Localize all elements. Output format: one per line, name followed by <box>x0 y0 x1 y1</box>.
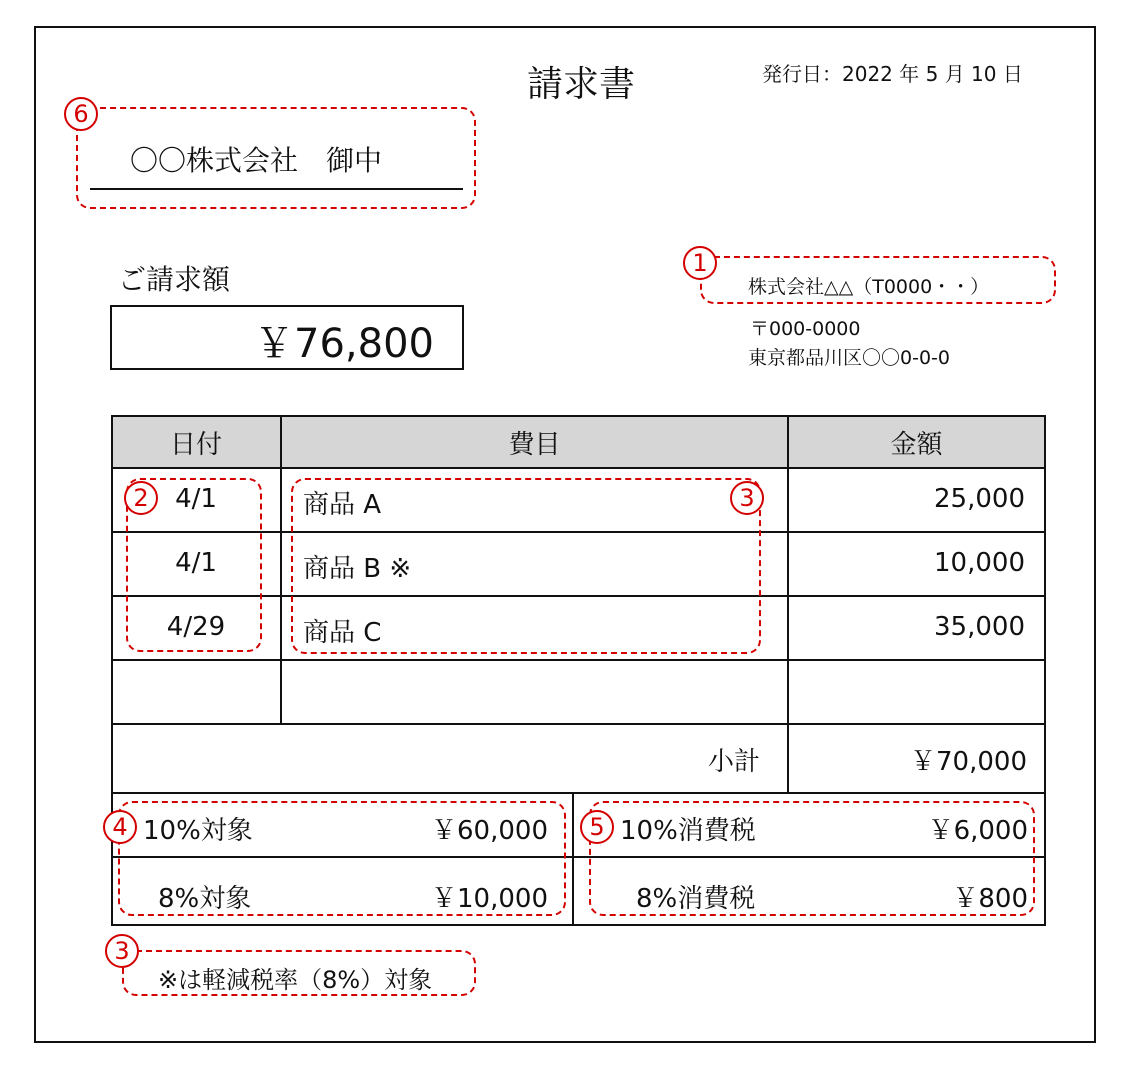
subtotal-label: 小計 <box>707 747 760 777</box>
header-date: 日付 <box>169 430 222 460</box>
marker-6: 6 <box>64 97 98 131</box>
table-line <box>111 415 1046 417</box>
row-3-item: 商品 C <box>303 618 382 648</box>
row-2-amount: 10,000 <box>934 548 1025 578</box>
issuer-name: 株式会社△△（T0000・・） <box>748 276 990 298</box>
table-line <box>111 723 1046 725</box>
marker-4: 4 <box>103 810 137 844</box>
recipient-name: 〇〇株式会社 御中 <box>130 144 383 177</box>
marker-3-box <box>291 478 761 654</box>
marker-3b: 3 <box>105 934 139 968</box>
table-line <box>572 792 574 926</box>
marker-2: 2 <box>124 481 158 515</box>
amount-value: ￥76,800 <box>254 321 434 367</box>
marker-5: 5 <box>580 810 614 844</box>
row-2-item: 商品 B ※ <box>303 554 412 584</box>
row-2-date: 4/1 <box>175 548 217 578</box>
rate8-base-label: 8%対象 <box>158 884 252 914</box>
marker-5-box <box>589 801 1035 916</box>
table-line <box>111 659 1046 661</box>
amount-label: ご請求額 <box>118 263 231 296</box>
rate8-base-value: ￥10,000 <box>431 884 548 914</box>
row-1-amount: 25,000 <box>934 484 1025 514</box>
row-1-date: 4/1 <box>175 484 217 514</box>
rate10-tax-value: ￥6,000 <box>927 816 1028 846</box>
row-3-date: 4/29 <box>166 612 226 642</box>
header-amount: 金額 <box>890 430 943 460</box>
issuer-address: 東京都品川区〇〇0-0-0 <box>748 347 950 369</box>
rate10-base-label: 10%対象 <box>143 816 253 846</box>
rate8-tax-label: 8%消費税 <box>636 884 756 914</box>
page-title: 請求書 <box>527 64 636 105</box>
row-3-amount: 35,000 <box>934 612 1025 642</box>
rate8-tax-value: ￥800 <box>952 884 1028 914</box>
rate10-base-value: ￥60,000 <box>431 816 548 846</box>
recipient-underline <box>90 188 463 190</box>
rate10-tax-label: 10%消費税 <box>620 816 756 846</box>
table-line <box>1044 415 1046 926</box>
issue-date: 発行日：2022 年 5 月 10 日 <box>762 62 1023 86</box>
reduced-tax-note: ※は軽減税率（8%）対象 <box>158 966 433 994</box>
header-item: 費目 <box>508 430 561 460</box>
issuer-postal: 〒000-0000 <box>750 318 861 340</box>
marker-4-box <box>118 801 566 916</box>
row-1-item: 商品 A <box>303 490 382 520</box>
table-line <box>787 415 789 794</box>
table-line <box>111 467 1046 469</box>
subtotal-value: ￥70,000 <box>910 747 1027 777</box>
marker-3: 3 <box>730 481 764 515</box>
table-line <box>280 415 282 725</box>
marker-1: 1 <box>683 246 717 280</box>
table-line <box>111 924 1046 926</box>
table-line <box>111 792 1046 794</box>
